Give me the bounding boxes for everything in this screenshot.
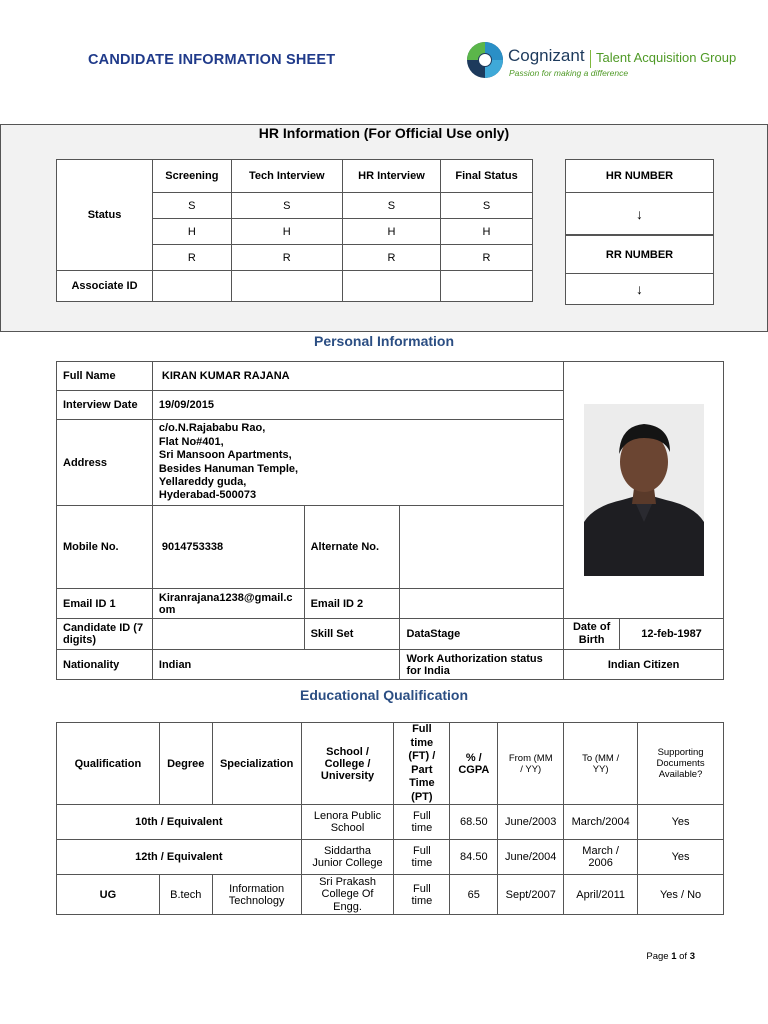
status-cell[interactable]: H [342,219,440,245]
address-line: Sri Mansoon Apartments, [158,449,292,462]
alternate-value[interactable] [400,506,564,589]
col-hr-interview: HR Interview [342,160,440,193]
personal-info-table [56,361,724,680]
logo-tagline: Passion for making a difference [509,68,629,78]
page-number [646,951,695,962]
status-cell[interactable]: R [231,245,342,271]
hr-number-panel [565,159,714,305]
skill-label: Skill Set [304,619,400,650]
email1-value[interactable]: Kiranrajana1238@gmail.com [152,589,304,619]
table-row [57,875,724,915]
degree-cell[interactable]: B.tech [159,875,212,915]
associate-id-field[interactable] [231,271,342,302]
address-line: Hyderabad-500073 [158,489,257,502]
col-to: To (MM / YY) [564,723,638,805]
education-table [56,722,724,915]
email1-label: Email ID 1 [57,589,153,619]
col-from: From (MM / YY) [498,723,564,805]
associate-id-row [57,271,533,302]
page-total: 3 [689,951,695,962]
logo-group: Talent Acquisition Group [596,50,737,65]
company-logo [466,40,737,84]
col-mode: Full time (FT) / Part Time (PT) [394,723,450,805]
address-line: Besides Hanuman Temple, [158,462,299,475]
col-qualification: Qualification [57,723,160,805]
col-percent: % / CGPA [450,723,498,805]
work-auth-value[interactable]: Indian Citizen [564,650,724,680]
associate-id-field[interactable] [441,271,533,302]
associate-id-field[interactable] [342,271,440,302]
hr-number-arrow-icon[interactable]: ↓ [566,193,714,235]
to-cell[interactable]: March / 2006 [564,840,638,875]
candidate-photo-image [584,404,704,576]
col-final-status: Final Status [441,160,533,193]
dob-label: Date of Birth [564,619,620,650]
school-cell[interactable]: Lenora Public School [301,805,394,840]
percent-cell[interactable]: 68.50 [450,805,498,840]
candidate-id-value[interactable] [152,619,304,650]
address-line: c/o.N.Rajababu Rao, [158,422,266,435]
interview-date-value[interactable]: 19/09/2015 [152,391,563,420]
status-cell[interactable]: H [231,219,342,245]
hr-status-table [56,159,533,302]
full-name-label: Full Name [57,362,153,391]
address-value[interactable] [152,420,563,506]
dob-value[interactable]: 12-feb-1987 [620,619,724,650]
rr-number-arrow-icon[interactable]: ↓ [566,274,714,305]
mobile-value[interactable]: 9014753338 [152,506,304,589]
candidate-id-label: Candidate ID (7 digits) [57,619,153,650]
percent-cell[interactable]: 65 [450,875,498,915]
hr-number-label: HR NUMBER [566,160,714,193]
logo-name: Cognizant [508,46,585,65]
school-cell[interactable]: Sri Prakash College Of Engg. [301,875,394,915]
status-cell[interactable]: R [342,245,440,271]
full-name-value[interactable]: KIRAN KUMAR RAJANA [152,362,563,391]
page-word: Page [646,951,669,962]
photo-cell [564,362,724,619]
cognizant-logo-icon [466,41,504,79]
candidate-photo [584,404,704,576]
percent-cell[interactable]: 84.50 [450,840,498,875]
address-label: Address [57,420,153,506]
docs-cell[interactable]: Yes [638,805,724,840]
email2-label: Email ID 2 [304,589,400,619]
status-cell[interactable]: S [153,193,232,219]
page-current: 1 [671,951,677,962]
nationality-label: Nationality [57,650,153,680]
page-of: of [679,951,688,962]
from-cell[interactable]: June/2003 [498,805,564,840]
hr-number-table [565,159,714,235]
col-degree: Degree [159,723,212,805]
table-row [57,805,724,840]
status-cell[interactable]: H [441,219,533,245]
qualification-cell: 12th / Equivalent [57,840,302,875]
status-cell[interactable]: H [153,219,232,245]
from-cell[interactable]: Sept/2007 [498,875,564,915]
status-label: Status [57,160,153,271]
to-cell[interactable]: March/2004 [564,805,638,840]
address-line: Flat No#401, [158,435,224,448]
associate-id-label: Associate ID [57,271,153,302]
education-section-title: Educational Qualification [299,687,469,703]
status-cell[interactable]: S [342,193,440,219]
rr-number-label: RR NUMBER [566,236,714,274]
nationality-value[interactable]: Indian [152,650,400,680]
col-screening: Screening [153,160,232,193]
col-tech-interview: Tech Interview [231,160,342,193]
status-cell[interactable]: S [441,193,533,219]
document-title: CANDIDATE INFORMATION SHEET [88,52,336,68]
school-cell[interactable]: Siddartha Junior College [301,840,394,875]
associate-id-field[interactable] [153,271,232,302]
specialization-cell[interactable]: Information Technology [212,875,301,915]
docs-cell[interactable]: Yes [638,840,724,875]
address-line: Yellareddy guda, [158,475,247,488]
rr-number-table [565,235,714,305]
status-cell[interactable]: S [231,193,342,219]
col-specialization: Specialization [212,723,301,805]
from-cell[interactable]: June/2004 [498,840,564,875]
col-school: School / College / University [301,723,394,805]
work-auth-label: Work Authorization status for India [400,650,564,680]
skill-value[interactable]: DataStage [400,619,564,650]
personal-section-title: Personal Information [313,333,455,349]
mobile-label: Mobile No. [57,506,153,589]
status-cell[interactable]: R [153,245,232,271]
hr-section-title: HR Information (For Official Use only) [258,125,510,141]
status-cell[interactable]: R [441,245,533,271]
email2-value[interactable] [400,589,564,619]
table-row [57,840,724,875]
qualification-cell: UG [57,875,160,915]
docs-cell[interactable]: Yes / No [638,875,724,915]
col-docs: Supporting Documents Available? [638,723,724,805]
interview-date-label: Interview Date [57,391,153,420]
mode-cell[interactable]: Full time [394,840,450,875]
logo-separator [590,50,591,68]
alternate-label: Alternate No. [304,506,400,589]
mode-cell[interactable]: Full time [394,805,450,840]
mode-cell[interactable]: Full time [394,875,450,915]
to-cell[interactable]: April/2011 [564,875,638,915]
qualification-cell: 10th / Equivalent [57,805,302,840]
